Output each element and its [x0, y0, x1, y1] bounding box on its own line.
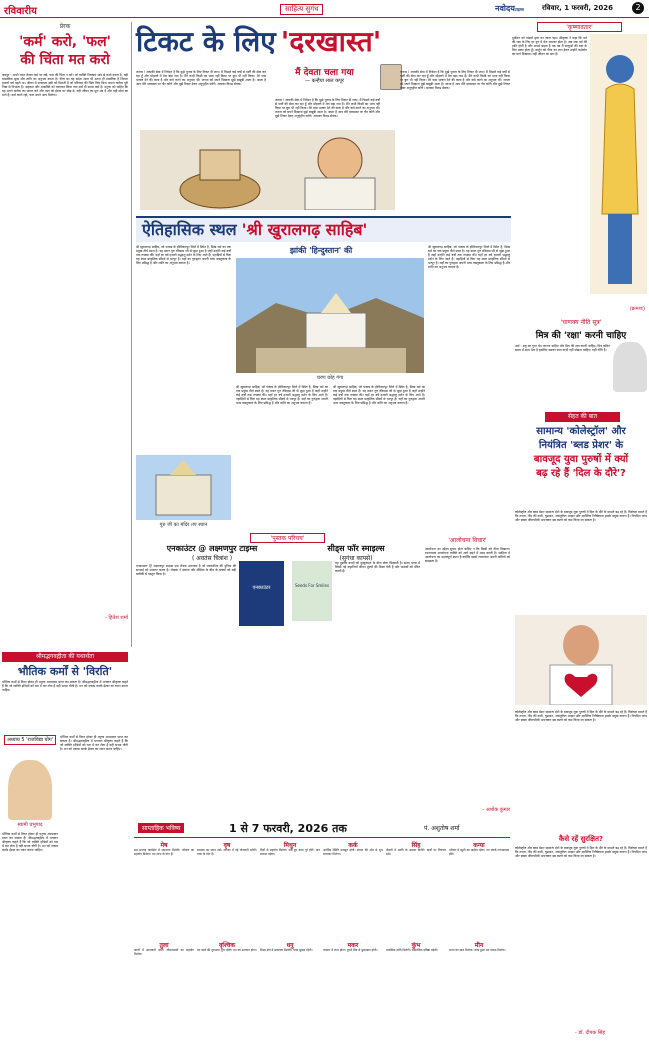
book-review-1	[136, 543, 288, 653]
mitra-panel	[515, 318, 647, 408]
bhautik-book-label: अध्याय 5 'राजविद्या योग'	[4, 735, 56, 745]
bhautik-tag: श्रीमद्भगवद्गीता की यथार्थता	[2, 652, 128, 662]
krishna-body: दुर्योधन को पांडवों द्वारा वन जाना पड़ा। श्रीकृष्ण ने कहा कि धर्म की रक्षा के लिए हर युग में मेरा अवतार होता है। जब जब धर्म की हानि होती है और अधर्म बढ़ता है तब तब मैं साधुओं की रक्षा के लिए प्रकट होता हूँ। अर्जुन को गीता का ज्ञान देकर उन्होंने कर्मयोग का मार्ग दिखाया। यही जीवन का सार है।	[512, 36, 587, 57]
horoscope-sign	[134, 842, 194, 937]
section-tag: साहित्य सुगंध	[280, 4, 323, 15]
bhautik-author: स्वामी प्रभुपाद	[17, 822, 43, 828]
masthead	[0, 0, 649, 18]
health-body-3: कोलेस्ट्रॉल और ब्लड प्रेशर सामान्य होने के बावजूद युवा पुरुषों में दिल के दौरे के मामले बढ़ रहे हैं। विशेषज्ञ मानते हैं कि तनाव, नींद की कमी, धूम्रपान, असंतुलित आहार और शारीरिक निष्क्रियता इसके प्रमुख कारण हैं। नियमित जांच और स्वस्थ जीवनशैली अपनाकर इस खतरे को कम किया जा सकता है।	[515, 846, 647, 859]
horoscope-sign	[323, 842, 383, 937]
historic-body: श्री खुरालगढ़ साहिब, जो पंजाब के होशियारपुर जिले में स्थित है, सिख धर्म का एक प्रमुख तीर्थ स्थल है। यह स्थान गुरु रविदास जी से जुड़ा हुआ है जहाँ उन्होंने कई वर्षों तक तपस्या की। यहाँ हर वर्ष हजारों श्रद्धालु दर्शन के लिए आते हैं। पहाड़ियों से घिरा यह स्थल प्राकृतिक सौंदर्य से भरपूर है। यहाँ का गुरुद्वारा अपनी भव्य वास्तुकला के लिए प्रसिद्ध है और शांति का अनुभव कराता है।	[136, 245, 231, 266]
horoscope-sign-text: आर्थिक स्थिति मजबूत होगी। संतान की ओर से शुभ समाचार मिलेगा।	[323, 848, 383, 856]
health-headline-4: बढ़ रहे हैं 'दिल के दौरे'?	[536, 468, 626, 479]
bhautik-body-3: भौतिक कर्मों से विरत होकर ही मनुष्य आत्मज्ञान प्राप्त कर सकता है। श्रीमद्भगवद्गीता में भगवान श्रीकृष्ण कहते हैं कि जो व्यक्ति इन्द्रियों को वश में कर लेता है वही सच्चा योगी है। मन को एकाग्र करके ईश्वर का ध्यान करना चाहिए।	[2, 832, 58, 853]
aalochana-tag: 'आलोचना विचार'	[448, 537, 487, 544]
book-tag: 'पुस्तक परिचय'	[250, 533, 325, 543]
paper-name	[495, 3, 524, 14]
horoscope-sign-name: मिथुन	[283, 842, 297, 849]
day-label: रविवारीय	[4, 6, 37, 17]
horoscope-sign-text: मित्रों से सहयोग मिलेगा। रुके हुए काम पूरे होंगे। मान सम्मान बढ़ेगा।	[260, 848, 320, 856]
mitra-headline: मित्र की 'रक्षा' करनी चाहिए	[535, 331, 627, 341]
horoscope-sign	[323, 942, 383, 1037]
poem-author: — कन्हैया लाल कपूर	[305, 78, 344, 84]
horoscope-sign-text: व्यापार में लाभ होगा। पुराने मित्र से मुलाकात होगी।	[323, 948, 378, 952]
horoscope-sign-text: स्वास्थ्य का ध्यान रखें। व्यापार में नई योजनाएँ बनेंगी। यात्रा के योग हैं।	[197, 848, 257, 856]
horoscope-sign	[449, 942, 509, 1037]
horoscope-sign-name: वृष	[223, 842, 231, 849]
horoscope-sign-name: मकर	[347, 942, 359, 949]
horoscope-sign-name: वृश्चिक	[219, 942, 235, 949]
aalochana-body: आलोचना का उद्देश्य सुधार होना चाहिए न कि किसी को नीचा दिखाना। रचनात्मक आलोचना व्यक्ति को आगे बढ़ने में मदद करती है। साहित्य में आलोचना का महत्वपूर्ण स्थान है क्योंकि इससे रचनाकार अपनी कमियों को समझता है।	[425, 547, 510, 564]
historic-body-4: श्री खुरालगढ़ साहिब, जो पंजाब के होशियारपुर जिले में स्थित है, सिख धर्म का एक प्रमुख तीर्थ स्थल है। यह स्थान गुरु रविदास जी से जुड़ा हुआ है जहाँ उन्होंने कई वर्षों तक तपस्या की। यहाँ हर वर्ष हजारों श्रद्धालु दर्शन के लिए आते हैं। पहाड़ियों से घिरा यह स्थल प्राकृतिक सौंदर्य से भरपूर है। यहाँ का गुरुद्वारा अपनी भव्य वास्तुकला के लिए प्रसिद्ध है और शांति का अनुभव कराता है।	[428, 245, 510, 270]
horoscope-sign-text: कार्यों में सावधानी बरतें। जीवनसाथी का सहयोग मिलेगा।	[134, 948, 194, 956]
horoscope-sign-text: शिक्षा क्षेत्र में सफलता मिलेगी। यात्रा सुखद रहेगी।	[260, 948, 313, 952]
krishna-sign: (क्रमशः)	[629, 306, 645, 312]
horoscope-sign	[260, 842, 320, 937]
health-headline-3: बावजूद युवा पुरुषों में क्यों	[533, 454, 629, 465]
issue-date: रविवार, 1 फरवरी, 2026	[542, 4, 613, 12]
horoscope-sign	[197, 842, 257, 937]
paper-name-main: नवोदय	[495, 4, 515, 13]
book-title-1: एनकाउंटर @ लक्ष्मणपुर टाइम्स	[166, 544, 258, 553]
historic-photo-main	[236, 258, 424, 373]
main-headline	[136, 22, 506, 62]
left-article-headline-2: की चिंता मत करो	[20, 52, 110, 68]
horoscope-sign-text: नए कार्य की शुरुआत शुभ रहेगी। धन का आगमन होगा।	[197, 948, 257, 952]
health-tag: सेहत की बात	[545, 412, 620, 422]
krishna-panel	[512, 22, 647, 312]
poem-title: मैं देवता चला गया	[295, 68, 354, 78]
health-body-2: कोलेस्ट्रॉल और ब्लड प्रेशर सामान्य होने के बावजूद युवा पुरुषों में दिल के दौरे के मामले बढ़ रहे हैं। विशेषज्ञ मानते हैं कि तनाव, नींद की कमी, धूम्रपान, असंतुलित आहार और शारीरिक निष्क्रियता इसके प्रमुख कारण हैं। नियमित जांच और स्वस्थ जीवनशैली अपनाकर इस खतरे को कम किया जा सकता है।	[515, 710, 647, 723]
chanakya-portrait	[613, 342, 647, 392]
horoscope-sign-text: इस सप्ताह कार्यक्षेत्र में सफलता मिलेगी। परिवार का सहयोग मिलेगा। धन लाभ के योग हैं।	[134, 848, 194, 856]
page-number: 2	[632, 2, 644, 14]
main-headline-body: जनाब ! आपकी सेवा में निवेदन है कि मुझे चुनाव के लिए टिकट दी जाए। मैं पिछले कई वर्षों से पार्टी की सेवा कर रहा हूँ और मोहल्ले में मेरा बड़ा नाम है। मैंने कभी किसी का भला नहीं किया पर बुरा भी नहीं किया। मेरे पास भाषण देने की कला है और वादे करने का अनुभव भी। जनता को सपने दिखाना मुझे बखूबी आता है। आशा है आप मेरी दरखास्त पर गौर करेंगे और मुझे टिकट देकर अनुगृहीत करेंगे। आपका विनम्र सेवक।	[136, 70, 266, 87]
poem-block	[272, 65, 377, 84]
left-article-body: जयपुर : अपने ध्यान केवल कर्म पर रखें, फल की चिंता न करें। जो व्यक्ति निष्काम भाव से कार्य करता है, वही वास्तविक सुख और शांति का अनुभव करता है। गीता का यह संदेश आज भी उतना ही प्रासंगिक है जितना हजारों वर्ष पहले था। जीवन में सफलता उसी को मिलती है जो परिणाम की चिंता किए बिना अपना कर्तव्य पूरी निष्ठा से निभाता है। अहंकार और आसक्ति को त्यागकर किया गया कर्म ही सच्चा कर्म है। मनुष्य को चाहिए कि वह अपने कर्तव्य का पालन करे और फल को ईश्वर पर छोड़ दे। यही जीवन का मूल मंत्र है और यही मोक्ष का मार्ग है। कर्म करते रहो, फल अपने आप मिलेगा।	[2, 73, 128, 98]
horoscope-sign-name: कर्क	[348, 842, 358, 849]
book-body-1: एनकाउंटर @ लक्ष्मणपुर टाइम्स एक रोचक उपन्यास है जो पत्रकारिता की दुनिया की सच्चाई को उजागर करता है। लेखक ने समाज और मीडिया के बीच के संबंधों को बड़ी बारीकी से प्रस्तुत किया है।	[136, 564, 236, 577]
historic-body-2: श्री खुरालगढ़ साहिब, जो पंजाब के होशियारपुर जिले में स्थित है, सिख धर्म का एक प्रमुख तीर्थ स्थल है। यह स्थान गुरु रविदास जी से जुड़ा हुआ है जहाँ उन्होंने कई वर्षों तक तपस्या की। यहाँ हर वर्ष हजारों श्रद्धालु दर्शन के लिए आते हैं। पहाड़ियों से घिरा यह स्थल प्राकृतिक सौंदर्य से भरपूर है। यहाँ का गुरुद्वारा अपनी भव्य वास्तुकला के लिए प्रसिद्ध है और शांति का अनुभव कराता है।	[236, 385, 328, 406]
health-body: कोलेस्ट्रॉल और ब्लड प्रेशर सामान्य होने के बावजूद युवा पुरुषों में दिल के दौरे के मामले बढ़ रहे हैं। विशेषज्ञ मानते हैं कि तनाव, नींद की कमी, धूम्रपान, असंतुलित आहार और शारीरिक निष्क्रियता इसके प्रमुख कारण हैं। नियमित जांच और स्वस्थ जीवनशैली अपनाकर इस खतरे को कम किया जा सकता है।	[515, 510, 647, 523]
left-article-headline-1: 'कर्म' करो, 'फल'	[19, 34, 111, 50]
aalochana-sign: - अशोक कुमार	[482, 807, 510, 813]
health-subhead: कैसे रहें सुरक्षित?	[558, 835, 604, 843]
horoscope-sign-name: तुला	[159, 942, 169, 949]
horoscope-sign	[197, 942, 257, 1037]
left-article-author: - हितेश शर्मा	[105, 615, 128, 621]
bhautik-body: भौतिक कर्मों से विरत होकर ही मनुष्य आत्मज्ञान प्राप्त कर सकता है। श्रीमद्भगवद्गीता में भगवान श्रीकृष्ण कहते हैं कि जो व्यक्ति इन्द्रियों को वश में कर लेता है वही सच्चा योगी है। मन को एकाग्र करके ईश्वर का ध्यान करना चाहिए।	[2, 680, 128, 693]
horoscope-sign-name: सिंह	[411, 842, 421, 849]
historic-subhead: झांकी 'हिन्दुस्तान' की	[290, 246, 353, 255]
horoscope-range: 1 से 7 फरवरी, 2026 तक	[229, 822, 347, 835]
book-cover-1-title: एनकाउंटर	[252, 585, 271, 591]
author-photo	[380, 64, 402, 90]
health-headline-2: नियंत्रित 'ब्लड प्रेशर' के	[538, 440, 624, 451]
historic-photo-small	[136, 455, 231, 520]
horoscope-sign	[449, 842, 509, 937]
horoscope-grid	[134, 842, 510, 1040]
horoscope-sign-text: भाग्य का साथ मिलेगा। रुका हुआ धन वापस मिलेगा।	[449, 948, 506, 952]
left-article-headline	[2, 33, 128, 69]
horoscope-sign-name: मीन	[474, 942, 484, 949]
politician-cartoon	[140, 130, 395, 210]
book-body-2: यह पुस्तक बच्चों को मुस्कुराहट के बीज बोना सिखाती है। सरल भाषा में लिखी गई कहानियाँ जीवन मूल्यों की शिक्षा देती हैं और पाठकों को प्रेरित करती हैं।	[335, 561, 420, 574]
horoscope-sign-name: धनु	[286, 942, 294, 949]
health-author: - डॉ. दीपक सिंह	[575, 1030, 606, 1036]
health-photo	[515, 615, 647, 705]
main-headline-part-b: 'दरखास्त'	[280, 25, 382, 58]
horoscope-header	[134, 820, 510, 838]
mitra-tag: 'चाणक्य नीति सूत्र'	[560, 319, 602, 326]
historic-headline-part-a: ऐतिहासिक स्थल	[142, 220, 237, 239]
historic-headline	[136, 216, 511, 242]
krishna-tag: 'कृष्णावतार'	[537, 22, 622, 32]
horoscope-astrologer: पं. अशुतोष शर्मा	[424, 825, 460, 832]
book-title-1-sub: ( अवतंस चित्रांश )	[191, 555, 233, 562]
main-headline-body-3: जनाब ! आपकी सेवा में निवेदन है कि मुझे चुनाव के लिए टिकट दी जाए। मैं पिछले कई वर्षों से पार्टी की सेवा कर रहा हूँ और मोहल्ले में मेरा बड़ा नाम है। मैंने कभी किसी का भला नहीं किया पर बुरा भी नहीं किया। मेरे पास भाषण देने की कला है और वादे करने का अनुभव भी। जनता को सपने दिखाना मुझे बखूबी आता है। आशा है आप मेरी दरखास्त पर गौर करेंगे और मुझे टिकट देकर अनुगृहीत करेंगे। आपका विनम्र सेवक।	[400, 70, 510, 91]
bhautik-body-2: भौतिक कर्मों से विरत होकर ही मनुष्य आत्मज्ञान प्राप्त कर सकता है। श्रीमद्भगवद्गीता में भगवान श्रीकृष्ण कहते हैं कि जो व्यक्ति इन्द्रियों को वश में कर लेता है वही सच्चा योगी है। मन को एकाग्र करके ईश्वर का ध्यान करना चाहिए।	[60, 735, 128, 752]
historic-caption-main: चरण छोह गंगा	[316, 375, 344, 381]
horoscope-sign	[386, 842, 446, 937]
left-article	[2, 22, 128, 647]
horoscope-tag: साप्ताहिक भविष्य	[138, 823, 184, 833]
prabhupad-photo	[8, 760, 52, 820]
historic-caption-small: गुरु जी का मंदिर तप स्थान	[159, 522, 208, 528]
main-headline-body-2: जनाब ! आपकी सेवा में निवेदन है कि मुझे चुनाव के लिए टिकट दी जाए। मैं पिछले कई वर्षों से पार्टी की सेवा कर रहा हूँ और मोहल्ले में मेरा बड़ा नाम है। मैंने कभी किसी का भला नहीं किया पर बुरा भी नहीं किया। मेरे पास भाषण देने की कला है और वादे करने का अनुभव भी। जनता को सपने दिखाना मुझे बखूबी आता है। आशा है आप मेरी दरखास्त पर गौर करेंगे और मुझे टिकट देकर अनुगृहीत करेंगे। आपका विनम्र सेवक।	[275, 98, 380, 119]
horoscope-sign-name: मेष	[160, 842, 168, 849]
book-title-2: सीड्स फॉर स्माइल्स	[327, 544, 385, 553]
book-cover-1	[239, 561, 284, 626]
bhautik-headline: भौतिक कर्मों से 'विरति'	[17, 665, 113, 678]
paper-name-suffix: टाइम्स	[514, 7, 524, 12]
horoscope-sign	[134, 942, 194, 1037]
book-title-2-sub: (सुगंधा कापसे)	[339, 555, 373, 562]
krishna-illustration	[590, 34, 647, 294]
health-headline	[515, 425, 647, 507]
horoscope-sign-text: नौकरी में उन्नति के अवसर मिलेंगे। खर्चों पर नियंत्रण रखें।	[386, 848, 446, 856]
horoscope-sign-name: कुंभ	[411, 942, 421, 949]
horoscope-sign-name: कन्या	[473, 842, 485, 849]
historic-body-3: श्री खुरालगढ़ साहिब, जो पंजाब के होशियारपुर जिले में स्थित है, सिख धर्म का एक प्रमुख तीर्थ स्थल है। यह स्थान गुरु रविदास जी से जुड़ा हुआ है जहाँ उन्होंने कई वर्षों तक तपस्या की। यहाँ हर वर्ष हजारों श्रद्धालु दर्शन के लिए आते हैं। पहाड़ियों से घिरा यह स्थल प्राकृतिक सौंदर्य से भरपूर है। यहाँ का गुरुद्वारा अपनी भव्य वास्तुकला के लिए प्रसिद्ध है और शांति का अनुभव कराता है।	[333, 385, 425, 406]
book-review-2	[292, 543, 420, 653]
horoscope-sign-text: परिवार में खुशी का माहौल रहेगा। नए संपर्क लाभदायक होंगे।	[449, 848, 509, 856]
book-cover-2-title: Seeds For Smiles	[294, 583, 330, 588]
historic-headline-part-b: 'श्री खुरालगढ़ साहिब'	[241, 220, 368, 239]
column-divider	[131, 22, 132, 647]
horoscope-sign	[260, 942, 320, 1037]
horoscope-sign-text: मानसिक शांति मिलेगी। सामाजिक प्रतिष्ठा बढ़ेगी।	[386, 948, 439, 952]
horoscope-sign	[386, 942, 446, 1037]
mitra-body: अर्थ : शत्रु का गुप्त भेद जानना चाहिए और मित्र की रक्षा करनी चाहिए। मित्र कठिन समय में साथ देता है इसलिए उसका साथ कभी नहीं छोड़ना चाहिए। यही नीति है।	[515, 344, 610, 353]
aalochana-panel	[425, 536, 510, 816]
left-article-kicker: प्रेरक	[59, 23, 71, 30]
book-cover-2	[292, 561, 332, 621]
main-headline-part-a: टिकट के लिए	[136, 25, 276, 58]
health-headline-1: सामान्य 'कोलेस्ट्रॉल' और	[536, 426, 626, 437]
